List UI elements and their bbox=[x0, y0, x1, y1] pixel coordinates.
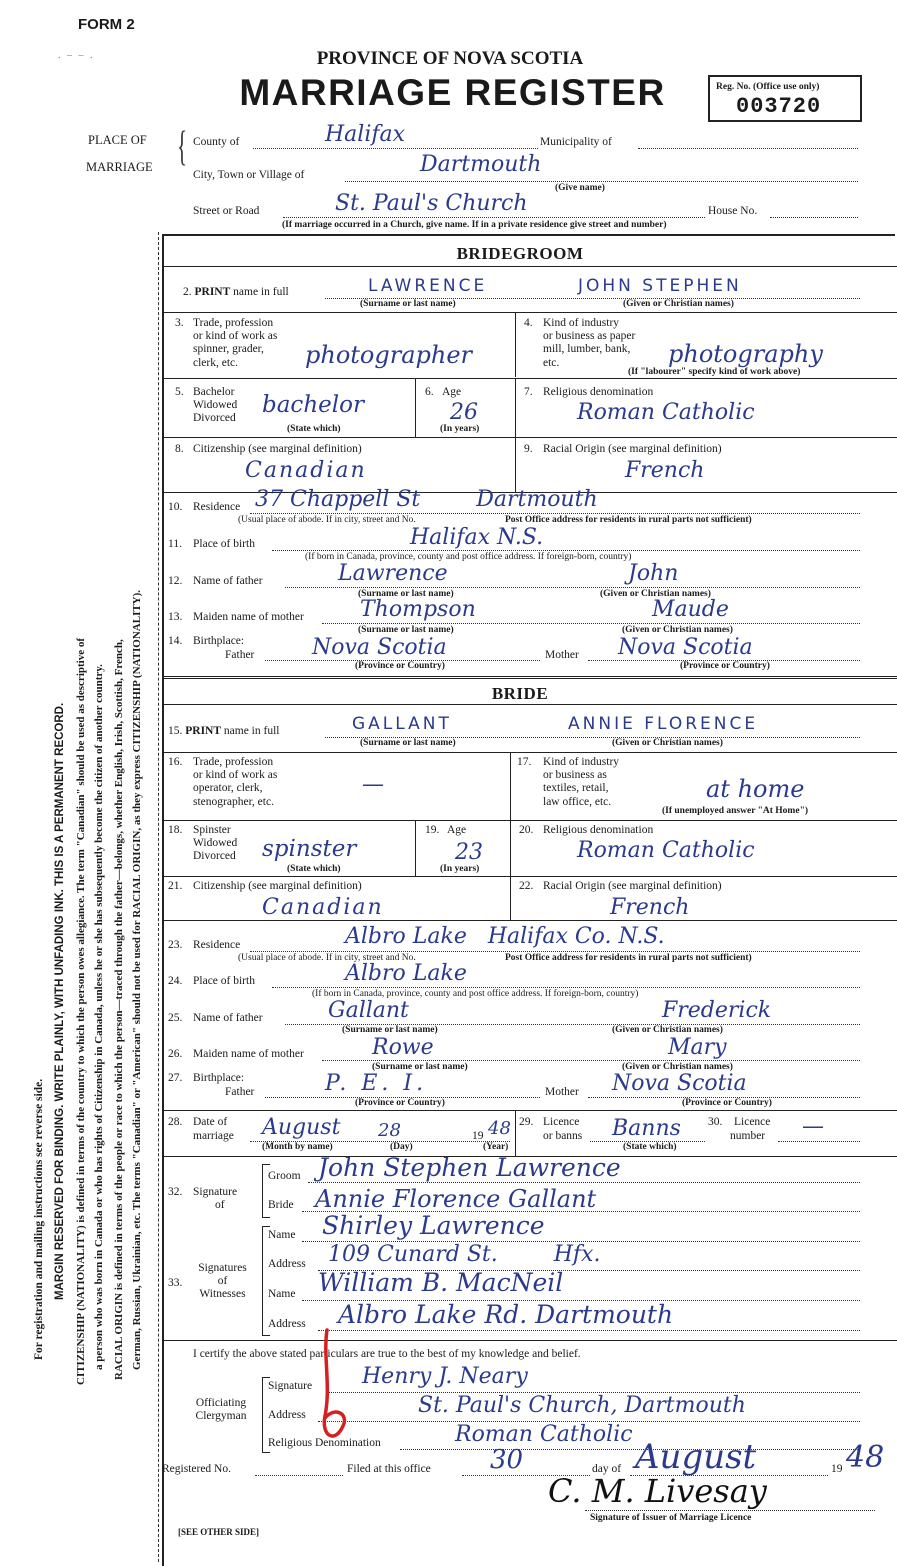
bride-heading: BRIDE bbox=[491, 684, 549, 703]
officiating-label: Officiating Clergyman bbox=[195, 1397, 247, 1423]
witness-2-name: William B. MacNeil bbox=[318, 1268, 564, 1297]
filed-year: 48 bbox=[846, 1440, 885, 1475]
bride-signature: Annie Florence Gallant bbox=[315, 1185, 597, 1213]
bride-trade: — bbox=[362, 772, 384, 797]
clergy-signature: Henry J. Neary bbox=[362, 1364, 528, 1389]
marriage-month: August bbox=[262, 1115, 341, 1140]
bridegroom-heading: BRIDEGROOM bbox=[456, 244, 584, 263]
reg-number: 003720 bbox=[736, 94, 822, 119]
certify-text: I certify the above stated particulars are true to the best of my knowledge and belief. bbox=[193, 1348, 581, 1360]
margin-line-1: For registration and mailing instructions see reverse side. bbox=[33, 1078, 45, 1360]
filed-month: August bbox=[635, 1437, 757, 1477]
f16-label: Trade, profession or kind of work as operator, clerk, stenographer, etc. bbox=[193, 756, 278, 808]
street-value: St. Paul's Church bbox=[335, 191, 528, 216]
f5-label: Bachelor Widowed Divorced bbox=[193, 386, 238, 425]
groom-father-birthplace: Nova Scotia bbox=[312, 635, 447, 660]
groom-birthplace: Halifax N.S. bbox=[410, 525, 544, 550]
f18-label: Spinster Widowed Divorced bbox=[193, 824, 238, 863]
f4-label: Kind of industry or business as paper mill, lumber, bank, etc. bbox=[543, 317, 636, 369]
bride-mother-birthplace: Nova Scotia bbox=[612, 1071, 747, 1096]
marriage-day: 28 bbox=[378, 1120, 401, 1141]
bride-industry: at home bbox=[706, 775, 805, 803]
margin-line-4: a person who was born in Canada or who has rights of Citizenship in Canada, unless he or she has subsequently become the citizen of another country. bbox=[93, 664, 105, 1370]
city-label: City, Town or Village of bbox=[193, 169, 305, 181]
marriage-year: 48 bbox=[488, 1118, 511, 1139]
groom-surname: LAWRENCE bbox=[368, 276, 488, 296]
licence-or-banns: Banns bbox=[612, 1116, 681, 1141]
bride-mother-given: Mary bbox=[668, 1035, 727, 1060]
bride-father-birthplace: P. E. I. bbox=[325, 1071, 428, 1096]
municipality-label: Municipality of bbox=[540, 136, 612, 148]
groom-father-given: John bbox=[628, 561, 679, 586]
county-value: Halifax bbox=[325, 122, 406, 147]
margin-line-2: MARGIN RESERVED FOR BINDING. WRITE PLAINLY, WITH UNFADING INK. THIS IS A PERMANENT RECORD. bbox=[54, 702, 66, 1300]
groom-mother-given: Maude bbox=[652, 597, 729, 622]
margin-line-3: CITIZENSHIP (NATIONALITY) is defined in terms of the country to which the person owes allegiance. The term "Canadian" should be used as descriptive of bbox=[75, 637, 87, 1385]
margin-line-5: RACIAL ORIGIN is defined in terms of the people or race to which the person—traced through the father—belongs, whether English, Irish, Scottish, French, bbox=[113, 639, 125, 1380]
bride-father-surname: Gallant bbox=[328, 998, 409, 1023]
f2-label: 2. PRINT name in full bbox=[183, 286, 289, 298]
county-label: County of bbox=[193, 136, 240, 148]
f4-note: (If "labourer" specify kind of work above) bbox=[628, 367, 801, 377]
house-label: House No. bbox=[708, 205, 758, 217]
licence-number: — bbox=[802, 1114, 824, 1139]
bride-given: ANNIE FLORENCE bbox=[568, 714, 759, 734]
groom-religion: Roman Catholic bbox=[577, 400, 755, 425]
groom-residence: 37 Chappell St Dartmouth bbox=[255, 487, 598, 512]
f15-label: 15. PRINT name in full bbox=[168, 725, 280, 737]
groom-industry: photography bbox=[668, 340, 823, 368]
groom-mother-birthplace: Nova Scotia bbox=[618, 635, 753, 660]
witness-2-address: Albro Lake Rd. Dartmouth bbox=[338, 1300, 674, 1329]
place-label-1: PLACE OF bbox=[88, 133, 147, 147]
bride-racial: French bbox=[610, 895, 690, 920]
witness-1-name: Shirley Lawrence bbox=[322, 1211, 545, 1240]
f33-label: Signatures of Witnesses bbox=[198, 1262, 247, 1301]
reg-label: Reg. No. (Office use only) bbox=[716, 82, 820, 92]
f3-label: Trade, profession or kind of work as spinner, grader, clerk, etc. bbox=[193, 317, 278, 369]
place-label-2: MARRIAGE bbox=[86, 160, 153, 174]
reg-box bbox=[708, 75, 862, 122]
groom-given: JOHN STEPHEN bbox=[578, 276, 742, 296]
clergy-address: St. Paul's Church, Dartmouth bbox=[418, 1393, 746, 1418]
form-label: FORM 2 bbox=[78, 16, 135, 33]
issuer-signature: C. M. Livesay bbox=[548, 1472, 767, 1510]
see-other-side: [SEE OTHER SIDE] bbox=[178, 1527, 260, 1537]
bride-birthplace: Albro Lake bbox=[345, 961, 467, 986]
city-value: Dartmouth bbox=[420, 152, 542, 177]
margin-mark: . – – . bbox=[58, 50, 95, 61]
margin-line-6: German, Russian, Ukrainian, etc. The terms "Canadian" or "American" should not be used for RACIAL ORIGIN, as they express CITIZENSHIP (NATIONALITY). bbox=[131, 589, 143, 1370]
groom-signature: John Stephen Lawrence bbox=[318, 1153, 621, 1182]
groom-surname-note: (Surname or last name) bbox=[360, 299, 456, 309]
groom-father-surname: Lawrence bbox=[338, 561, 448, 586]
groom-status: bachelor bbox=[262, 392, 364, 418]
bride-surname: GALLANT bbox=[352, 714, 452, 734]
groom-racial: French bbox=[625, 458, 705, 483]
groom-age: 26 bbox=[450, 400, 478, 425]
f17-label: Kind of industry or business as textiles, retail, law office, etc. bbox=[543, 756, 620, 808]
witness-1-address: 109 Cunard St. Hfx. bbox=[328, 1242, 601, 1267]
red-stamp-mark bbox=[305, 1326, 355, 1456]
bride-age: 23 bbox=[455, 840, 483, 865]
give-name-note: (Give name) bbox=[555, 183, 605, 193]
bride-father-given: Frederick bbox=[662, 998, 772, 1023]
filed-day: 30 bbox=[490, 1445, 524, 1475]
brace: { bbox=[177, 124, 188, 170]
street-label: Street or Road bbox=[193, 205, 260, 217]
clergy-denomination: Roman Catholic bbox=[455, 1422, 633, 1447]
page-title: MARRIAGE REGISTER bbox=[239, 72, 666, 113]
groom-mother-surname: Thompson bbox=[360, 597, 476, 622]
bride-status: spinster bbox=[262, 836, 357, 862]
groom-trade: photographer bbox=[305, 341, 473, 369]
groom-given-note: (Given or Christian names) bbox=[623, 299, 734, 309]
bride-residence: Albro Lake Halifax Co. N.S. bbox=[345, 924, 665, 949]
street-note: (If marriage occurred in a Church, give name. If in a private residence give street and number) bbox=[282, 220, 667, 230]
groom-citizenship: Canadian bbox=[245, 458, 367, 483]
bride-religion: Roman Catholic bbox=[577, 838, 755, 863]
province-heading: PROVINCE OF NOVA SCOTIA bbox=[316, 48, 584, 69]
bride-citizenship: Canadian bbox=[262, 895, 384, 920]
bride-mother-surname: Rowe bbox=[372, 1035, 434, 1060]
